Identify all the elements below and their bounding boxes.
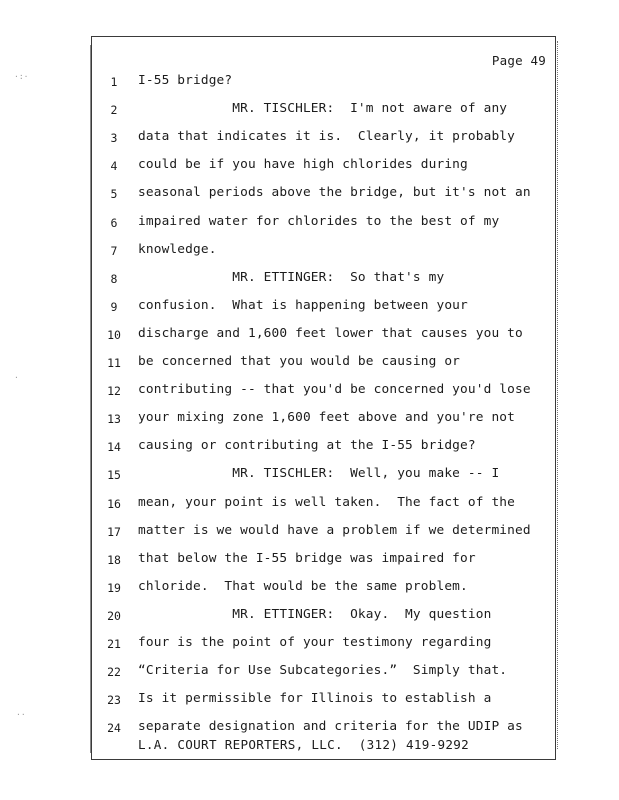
line-text: MR. TISCHLER: I'm not aware of any: [138, 101, 508, 117]
transcript-line: [92, 157, 555, 177]
line-text: MR. ETTINGER: Okay. My question: [138, 606, 492, 622]
line-text: data that indicates it is. Clearly, it probably: [138, 129, 516, 145]
line-number: 24: [107, 721, 121, 736]
line-number: 1: [110, 75, 118, 89]
line-number: 12: [107, 384, 121, 399]
transcript-line: [92, 354, 555, 374]
transcript-line: [92, 185, 555, 205]
transcript-line: [92, 129, 555, 149]
line-number: 9: [110, 299, 118, 314]
line-text: confusion. What is happening between your: [138, 297, 468, 313]
line-text: seasonal periods above the bridge, but it's not an: [138, 185, 531, 201]
line-text: MR. ETTINGER: So that's my: [138, 269, 445, 285]
line-number: 23: [107, 693, 121, 708]
transcript-page: [91, 36, 556, 760]
line-number: 19: [107, 580, 121, 595]
line-text: chloride. That would be the same problem.: [138, 578, 468, 594]
line-number: 4: [110, 159, 118, 174]
line-text: could be if you have high chlorides during: [138, 157, 468, 173]
line-number: 3: [110, 131, 118, 146]
line-number: 11: [107, 356, 121, 370]
transcript-line: [92, 607, 555, 627]
scan-speck: ·: [14, 373, 19, 382]
line-number: 16: [107, 496, 121, 511]
line-text: mean, your point is well taken. The fact of the: [138, 494, 516, 510]
line-text: your mixing zone 1,600 feet above and you're not: [138, 410, 516, 426]
transcript-line: [92, 495, 555, 515]
line-number: 18: [107, 552, 121, 567]
line-number: 17: [107, 524, 121, 539]
transcript-line: [92, 579, 555, 599]
line-text: discharge and 1,600 feet lower that causes you to: [138, 325, 523, 341]
court-reporter-footer: L.A. COURT REPORTERS, LLC. (312) 419-9292: [138, 737, 470, 752]
line-text: Is it permissible for Illinois to establish a: [138, 691, 492, 707]
line-number: 7: [110, 243, 118, 258]
transcript-line: [92, 326, 555, 346]
transcript-line: [92, 73, 555, 93]
line-text: impaired water for chlorides to the best of my: [138, 213, 500, 229]
line-text: I-55 bridge?: [138, 73, 233, 88]
line-text: matter is we would have a problem if we determined: [138, 522, 531, 538]
line-text: causing or contributing at the I-55 bridge?: [138, 438, 476, 454]
transcript-line: [92, 410, 555, 430]
line-number: 6: [110, 215, 118, 230]
transcript-line: [92, 466, 555, 486]
line-number: 10: [107, 327, 121, 342]
line-text: knowledge.: [138, 241, 217, 257]
line-text: “Criteria for Use Subcategories.” Simply that.: [138, 663, 508, 679]
line-number: 13: [107, 412, 121, 427]
transcript-line: [92, 270, 555, 290]
line-number: 5: [110, 187, 118, 202]
line-text: separate designation and criteria for the UDIP as: [138, 719, 523, 735]
transcript-line: [92, 635, 555, 655]
line-number: 20: [107, 608, 121, 623]
line-text: MR. TISCHLER: Well, you make -- I: [138, 466, 500, 482]
transcript-line: [92, 438, 555, 458]
transcript-line: [92, 382, 555, 402]
scan-speck: ·:·: [14, 72, 29, 81]
line-text: four is the point of your testimony regarding: [138, 635, 492, 650]
line-number: 14: [107, 440, 121, 455]
line-text: that below the I-55 bridge was impaired for: [138, 550, 476, 566]
transcript-line: [92, 101, 555, 121]
line-number: 21: [107, 637, 121, 651]
line-text: contributing -- that you'd be concerned you'd lose: [138, 382, 531, 398]
line-number: 2: [110, 103, 118, 118]
line-number: 15: [107, 468, 121, 483]
line-number: 8: [110, 271, 118, 286]
transcript-line: [92, 214, 555, 234]
transcript-line: [92, 691, 555, 711]
transcript-line: [92, 663, 555, 683]
transcript-line: [92, 298, 555, 318]
transcript-line: [92, 551, 555, 571]
transcript-line: [92, 242, 555, 262]
transcript-line: [92, 523, 555, 543]
page-number: Page 49: [491, 53, 546, 68]
scan-speck: ··: [16, 710, 26, 719]
line-number: 22: [107, 665, 121, 680]
line-text: be concerned that you would be causing or: [138, 354, 461, 369]
